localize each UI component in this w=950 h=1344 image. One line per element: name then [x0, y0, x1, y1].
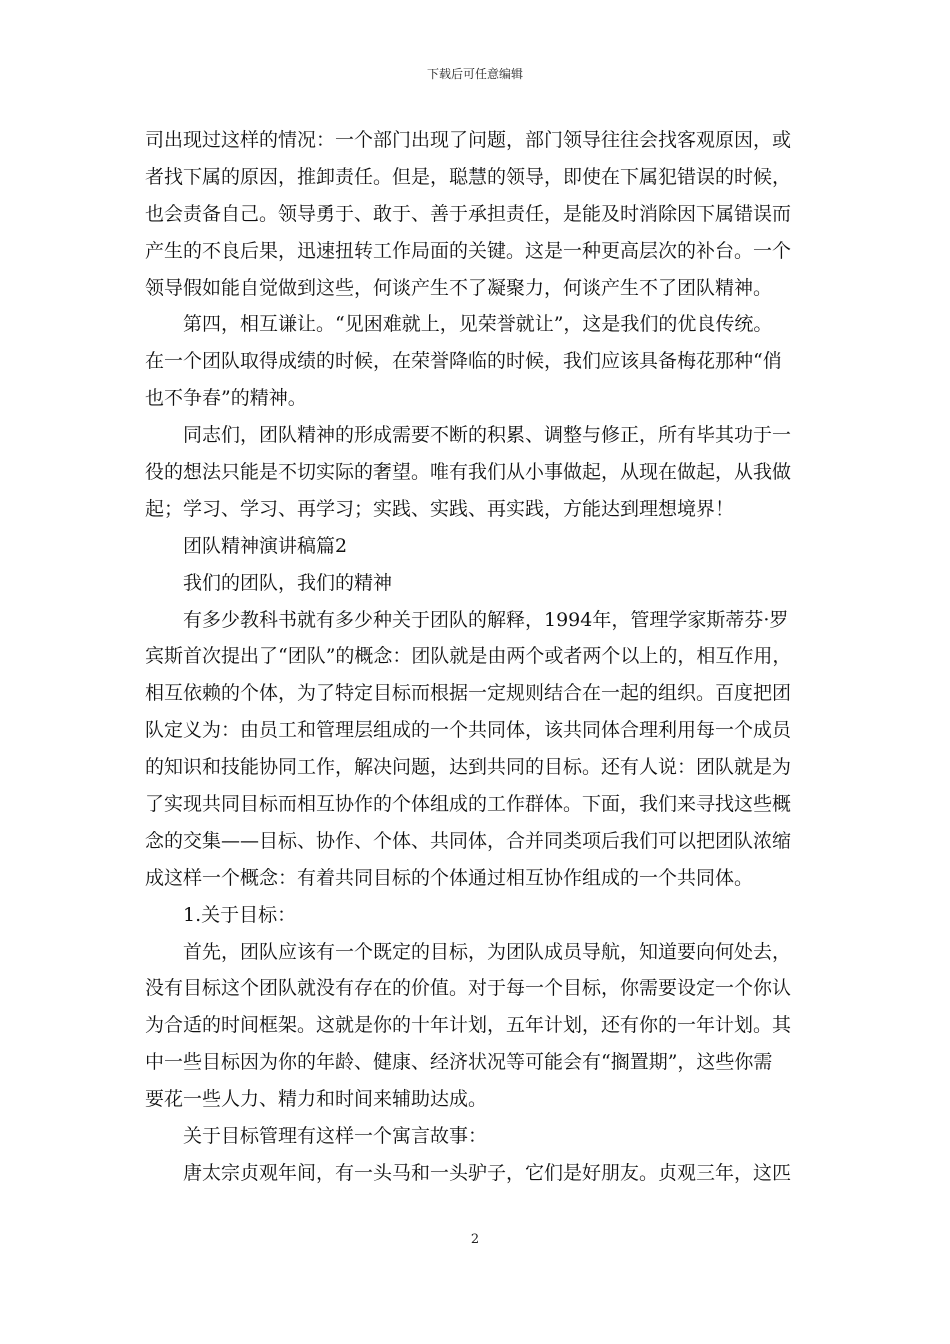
text-line: 没有目标这个团队就没有存在的价值。对于每一个目标，你需要设定一个你认: [145, 977, 792, 1000]
text-line: 队定义为：由员工和管理层组成的一个共同体，该共同体合理利用每一个成员: [145, 719, 792, 742]
page-number: 2: [470, 1232, 480, 1247]
text-line: 唐太宗贞观年间，有一头马和一头驴子，它们是好朋友。贞观三年，这匹: [183, 1161, 792, 1184]
text-line: 同志们，团队精神的形成需要不断的积累、调整与修正，所有毕其功于一: [183, 424, 792, 447]
text-line: 在一个团队取得成绩的时候，在荣誉降临的时候，我们应该具备梅花那种“俏: [145, 350, 782, 373]
text-line: 役的想法只能是不切实际的奢望。唯有我们从小事做起，从现在做起，从我做: [145, 461, 792, 484]
text-line: 了实现共同目标而相互协作的个体组成的工作群体。下面，我们来寻找这些概: [145, 793, 792, 816]
text-line: 团队精神演讲稿篇2: [183, 534, 348, 557]
text-line: 关于目标管理有这样一个寓言故事：: [183, 1125, 488, 1148]
text-line: 者找下属的原因，推卸责任。但是，聪慧的领导，即使在下属犯错误的时候，: [145, 165, 792, 188]
text-line: 为合适的时间框架。这就是你的十年计划，五年计划，还有你的一年计划。其: [145, 1014, 792, 1037]
text-line: 领导假如能自觉做到这些，何谈产生不了凝聚力，何谈产生不了团队精神。: [145, 276, 773, 299]
page-header: 下载后可任意编辑: [426, 67, 523, 81]
text-line: 起；学习、学习、再学习；实践、实践、再实践，方能达到理想境界！: [145, 497, 735, 520]
text-line: 有多少教科书就有多少种关于团队的解释，1994年，管理学家斯蒂芬·罗: [183, 608, 789, 631]
text-line: 要花一些人力、精力和时间来辅助达成。: [145, 1088, 488, 1111]
text-line: 成这样一个概念：有着共同目标的个体通过相互协作组成的一个共同体。: [145, 866, 754, 889]
text-line: 也会责备自己。领导勇于、敢于、善于承担责任，是能及时消除因下属错误而: [145, 202, 792, 225]
text-line: 念的交集——目标、协作、个体、共同体，合并同类项后我们可以把团队浓缩: [145, 829, 792, 852]
text-line: 1.关于目标：: [183, 903, 297, 926]
text-line: 司出现过这样的情况：一个部门出现了问题，部门领导往往会找客观原因，或: [145, 129, 792, 151]
text-line: 宾斯首次提出了“团队”的概念：团队就是由两个或者两个以上的，相互作用，: [145, 645, 792, 668]
text-line: 相互依赖的个体，为了特定目标而根据一定规则结合在一起的组织。百度把团: [145, 682, 792, 705]
text-line: 也不争春”的精神。: [145, 387, 307, 410]
text-line: 的知识和技能协同工作，解决问题，达到共同的目标。还有人说：团队就是为: [145, 756, 792, 779]
text-line: 产生的不良后果，迅速扭转工作局面的关键。这是一种更高层次的补台。一个: [145, 239, 792, 262]
text-line: 我们的团队，我们的精神: [183, 571, 393, 594]
text-line: 第四，相互谦让。“见困难就上，见荣誉就让”，这是我们的优良传统。: [183, 313, 773, 336]
text-line: 首先，团队应该有一个既定的目标，为团队成员导航，知道要向何处去，: [183, 940, 792, 963]
text-line: 中一些目标因为你的年龄、健康、经济状况等可能会有“搁置期”，这些你需: [145, 1051, 773, 1074]
document-body: [145, 122, 810, 1192]
